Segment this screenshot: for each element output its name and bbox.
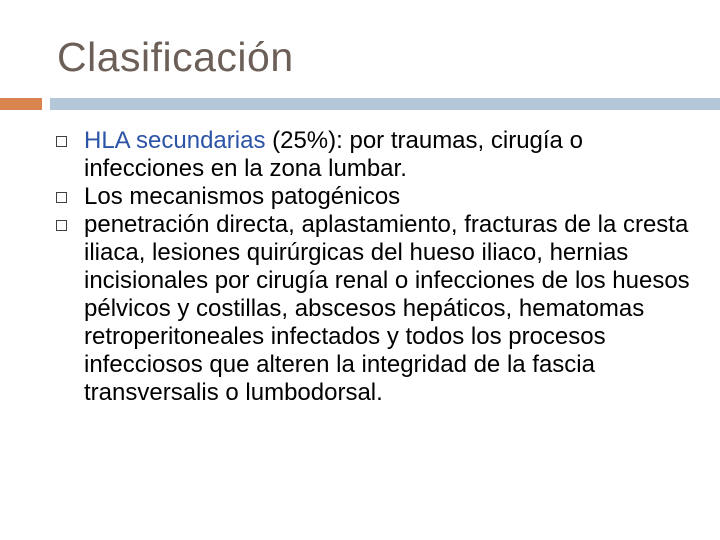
- bullet-item-penetracion: [56, 211, 696, 407]
- bullet-text: (25%): por traumas, cirugía o infecciones en la zona lumbar.: [84, 127, 583, 182]
- bullet-text: Los mecanismos patogénicos: [84, 183, 401, 210]
- slide-title: Clasificación: [57, 34, 294, 80]
- bullet-highlight-text: HLA secundarias: [84, 127, 266, 154]
- accent-bar: [0, 98, 42, 110]
- square-bullet-icon: [56, 220, 67, 231]
- bullet-list: [56, 127, 696, 407]
- title-rule: [50, 98, 720, 110]
- square-bullet-icon: [56, 192, 67, 203]
- square-bullet-icon: [56, 136, 67, 147]
- bullet-text: penetración directa, aplastamiento, fracturas de la cresta iliaca, lesiones quirúrgicas del hueso iliaco, hernias incisionales por cirugía renal o infecciones de los huesos pélvicos y costillas, abscesos hepáticos, hematomas retroperitoneales infectados y todos los procesos infecciosos que alteren la integridad de la fascia transversalis o lumbodorsal.: [84, 211, 690, 406]
- bullet-item-hla-secundarias: [56, 127, 696, 183]
- bullet-item-mecanismos: [56, 183, 696, 211]
